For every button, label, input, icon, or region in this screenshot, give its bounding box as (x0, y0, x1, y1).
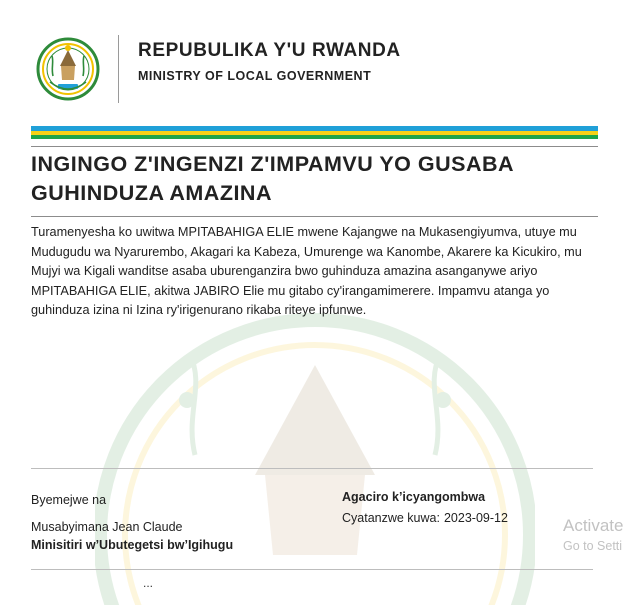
ministry-name: MINISTRY OF LOCAL GOVERNMENT (138, 69, 372, 83)
document-type: Agaciro k’icyangombwa (342, 490, 486, 504)
title-bottom-rule (31, 216, 598, 217)
letterhead (32, 30, 600, 110)
signer-name: Musabyimana Jean Claude (31, 520, 183, 534)
footer-fragment: ... (143, 576, 154, 590)
approved-by-label: Byemejwe na (31, 493, 107, 507)
republic-name: REPUBULIKA Y'U RWANDA (138, 40, 401, 61)
issued-date: 2023-09-12 (443, 511, 508, 525)
document-body: Turamenyesha ko uwitwa MPITABAHIGA ELIE mwene Kajangwe na Mukasengiyumva, utuye mu Mudugudu wa Nyarurembo, Akagari ka Kabeza, Umurenge wa Kanombe, Akarere ka Kicukiro, mu Mujyi wa Kigali wanditse asaba uburenganzira bwo guhinduza amazina asanganywe ariyo MPITABAHIGA ELIE, akitwa JABIRO Elie mu gitabo cy'irangamimerere. Impamvu atanga yo guhinduza izina ni Izina ry'irigenurano rikaba riteye ipfunwe. (31, 225, 582, 317)
signer-title: Minisitiri w’Ubutegetsi bw’Igihugu (31, 538, 234, 552)
rwanda-seal-icon (36, 36, 100, 102)
footer-divider (31, 569, 593, 570)
activate-windows-watermark (563, 515, 623, 555)
issued-date-row (342, 508, 512, 528)
activate-subtitle[interactable]: Go to Setti (563, 539, 623, 553)
title-top-rule (31, 146, 598, 147)
issued-label: Cyatanzwe kuwa: (342, 511, 440, 525)
header-divider (118, 35, 119, 103)
document-info (342, 487, 512, 528)
signature-divider (31, 468, 593, 469)
signature-block (31, 490, 233, 562)
activate-title: Activate (563, 516, 624, 535)
flag-color-band (31, 126, 598, 139)
document-title: INGINGO Z'INGENZI Z'IMPAMVU YO GUSABA GUHINDUZA AMAZINA (31, 152, 514, 205)
